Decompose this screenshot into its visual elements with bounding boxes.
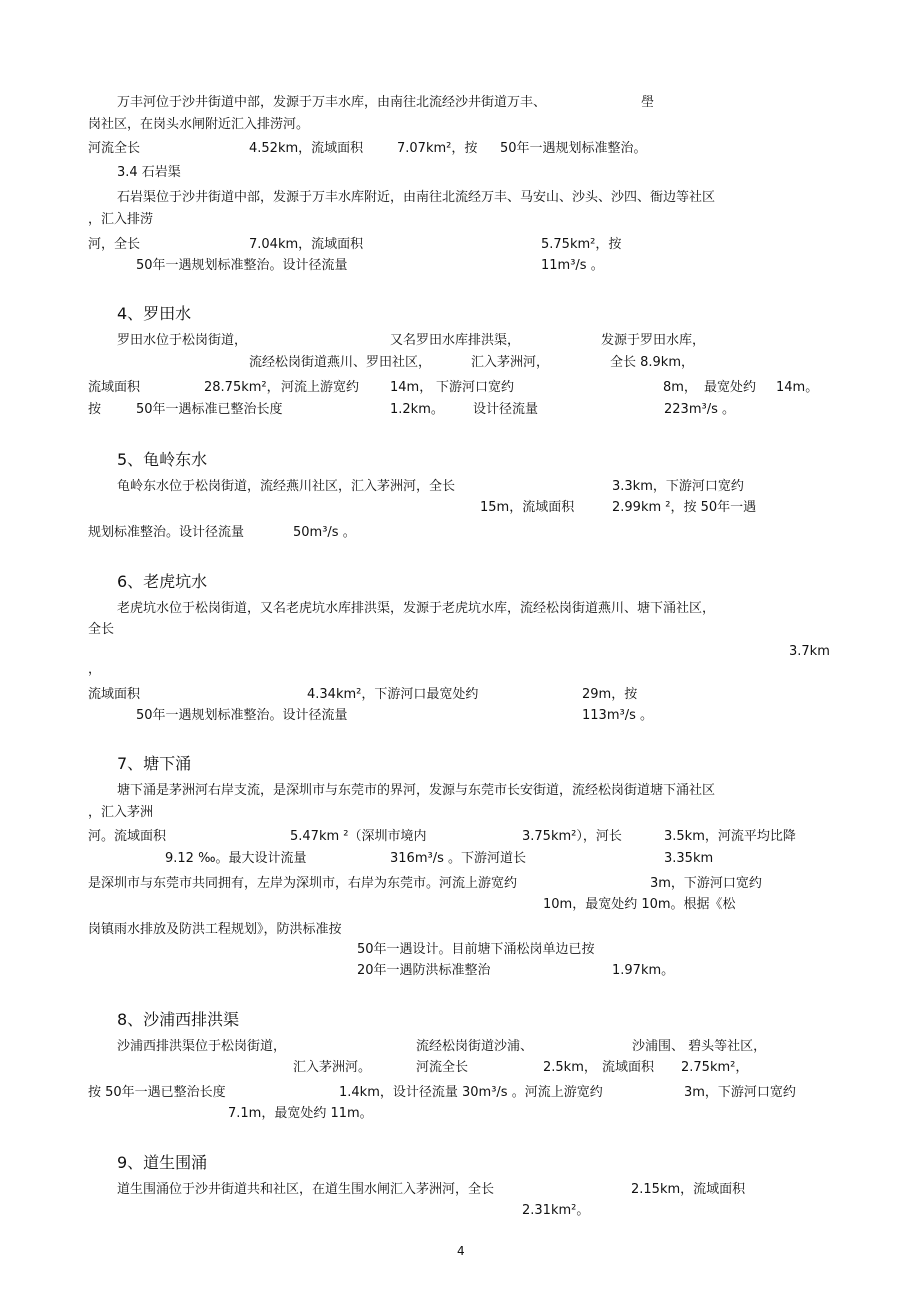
page-number: 4 [457,1244,465,1258]
s7-line-3a: 河。流域面积 [88,829,167,844]
s4-line-2c: 全长 8.9km， [610,355,694,370]
s4-line-4a: 按 [88,402,102,417]
s8-line-3a: 按 50年一遇已整治长度 [88,1085,226,1100]
s5-line-2a: 15m，流域面积 [480,500,575,515]
s8-line-4: 7.1m，最宽处约 11m。 [228,1106,373,1121]
section-4-heading: 4、罗田水 [117,304,192,323]
s9-line-1a: 道生围涌位于沙井街道共和社区，在道生围水闸汇入茅洲河，全长 [117,1182,495,1197]
s6-line-4: ， [88,662,102,677]
s8-line-2b: 河流全长 [416,1060,469,1075]
s7-line-5b: 3m，下游河口宽约 [650,876,762,891]
s9-line-2: 2.31km²。 [522,1203,590,1218]
shiyan-line-1: 石岩渠位于沙井街道中部，发源于万丰水库附近，由南往北流经万丰、马安山、沙头、沙四、衙边等社区 [117,190,716,205]
shiyan-flow: 11m³/s 。 [541,258,604,273]
section-8-heading: 8、沙浦西排洪渠 [117,1010,240,1029]
shiyan-standard: 50年一遇规划标准整治。设计径流量 [136,258,348,273]
s7-line-9b: 1.97km。 [612,963,675,978]
shiyan-line-2: ，汇入排涝 [88,212,154,227]
s7-line-3b: 5.47km ²（深圳市境内 [290,829,427,844]
s8-line-2e: 2.75km²， [681,1060,749,1075]
s4-line-3b: 28.75km²， [204,380,280,395]
wanfeng-length-value: 4.52km，流域面积 [249,141,364,156]
section-6-heading: 6、老虎坑水 [117,572,208,591]
s6-line-1: 老虎坑水位于松岗街道，又名老虎坑水库排洪渠，发源于老虎坑水库，流经松岗街道燕川、塘下涌社区， [117,601,716,616]
s8-line-2a: 汇入茅洲河。 [293,1060,372,1075]
s7-line-4a: 9.12 ‰。最大设计流量 [165,851,307,866]
s7-line-4c: 3.35km [664,851,714,866]
s6-line-5c: 29m，按 [582,687,638,702]
s4-line-3g: 最宽处约 [704,380,757,395]
s6-line-2: 全长 [88,622,115,637]
s5-line-1a: 龟岭东水位于松岗街道，流经燕川社区，汇入茅洲河，全长 [117,479,456,494]
s4-line-4b: 50年一遇标准已整治长度 [136,402,283,417]
s4-line-4e: 223m³/s 。 [664,402,735,417]
s7-line-3c: 3.75km²），河长 [522,829,622,844]
section-7-heading: 7、塘下涌 [117,754,192,773]
shiyan-heading: 3.4 石岩渠 [117,165,181,180]
s4-line-3h: 14m。 [776,380,819,395]
s8-line-3c: 3m，下游河口宽约 [684,1085,796,1100]
s7-line-2: ，汇入茅洲 [88,805,154,820]
s7-line-6: 10m，最宽处约 10m。根据《松 [543,897,736,912]
s7-line-8: 50年一遇设计。目前塘下涌松岗单边已按 [357,942,595,957]
s4-line-3f: 8m， [663,380,697,395]
wanfeng-standard: 50年一遇规划标准整治。 [500,141,647,156]
s6-line-6a: 50年一遇规划标准整治。设计径流量 [136,708,348,723]
s6-line-5a: 流域面积 [88,687,141,702]
s7-line-7: 岗镇雨水排放及防洪工程规划》，防洪标准按 [88,922,342,937]
wanfeng-line-2: 岗社区，在岗头水闸附近汇入排涝河。 [88,117,310,132]
s7-line-5a: 是深圳市与东莞市共同拥有，左岸为深圳市，右岸为东莞市。河流上游宽约 [88,876,518,891]
s4-line-4d: 设计径流量 [473,402,539,417]
s7-line-9a: 20年一遇防洪标准整治 [357,963,491,978]
shiyan-length-label: 河，全长 [88,237,141,252]
s7-line-3d: 3.5km，河流平均比降 [664,829,796,844]
s8-line-1b: 流经松岗街道沙浦、 [416,1039,534,1054]
s8-line-2c: 2.5km， [543,1060,597,1075]
s8-line-1c: 沙浦围、 碧头等社区， [632,1039,767,1054]
s4-line-2b: 汇入茅洲河， [471,355,550,370]
s4-line-4c: 1.2km。 [390,402,444,417]
s4-line-3a: 流域面积 [88,380,141,395]
s8-line-1a: 沙浦西排洪渠位于松岗街道， [117,1039,287,1054]
s7-line-4b: 316m³/s 。下游河道长 [390,851,526,866]
s4-line-3c: 河流上游宽约 [281,380,360,395]
s8-line-2d: 流域面积 [602,1060,655,1075]
s5-line-3a: 规划标准整治。设计径流量 [88,525,245,540]
s9-line-1b: 2.15km，流域面积 [631,1182,746,1197]
shiyan-length-value: 7.04km，流域面积 [249,237,364,252]
s8-line-3b: 1.4km，设计径流量 30m³/s 。河流上游宽约 [339,1085,603,1100]
shiyan-area-value: 5.75km²，按 [541,237,622,252]
wanfeng-area-value: 7.07km²，按 [397,141,478,156]
s4-line-1a: 罗田水位于松岗街道， [117,333,248,348]
wanfeng-length-label: 河流全长 [88,141,141,156]
s4-line-1b: 又名罗田水库排洪渠， [390,333,521,348]
s6-line-5b: 4.34km²，下游河口最宽处约 [307,687,479,702]
s6-line-3: 3.7km [789,644,830,659]
s4-line-1c: 发源于罗田水库， [601,333,706,348]
s4-line-3d: 14m， [390,380,433,395]
s6-line-6b: 113m³/s 。 [582,708,653,723]
wanfeng-line-1: 万丰河位于沙井街道中部，发源于万丰水库，由南往北流经沙井街道万丰、 [117,95,547,110]
section-9-heading: 9、道生围涌 [117,1153,208,1172]
s5-line-2b: 2.99km ²，按 50年一遇 [612,500,757,515]
section-5-heading: 5、龟岭东水 [117,450,208,469]
s4-line-3e: 下游河口宽约 [436,380,515,395]
s5-line-1b: 3.3km，下游河口宽约 [612,479,744,494]
wanfeng-line-1-char: 壆 [641,95,655,110]
s5-line-3b: 50m³/s 。 [293,525,356,540]
s4-line-2a: 流经松岗街道燕川、罗田社区， [249,355,432,370]
s7-line-1: 塘下涌是茅洲河右岸支流，是深圳市与东莞市的界河，发源与东莞市长安街道，流经松岗街道塘下涌社区 [117,783,716,798]
